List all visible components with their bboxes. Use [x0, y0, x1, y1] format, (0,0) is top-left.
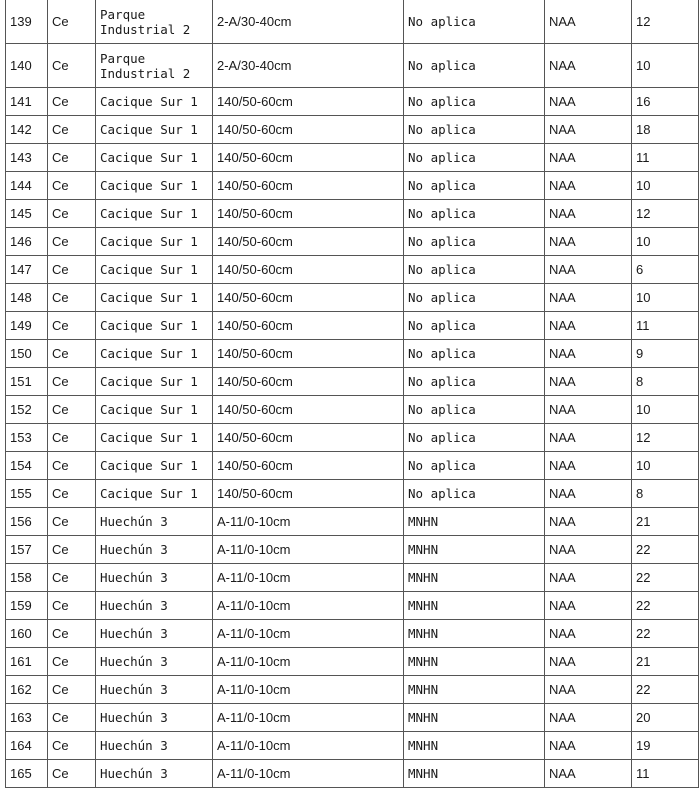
element-code-cell: Ce	[48, 284, 96, 312]
site-name-cell: Huechún 3	[96, 592, 213, 620]
row-number-cell: 164	[6, 732, 48, 760]
reference-cell: MNHN	[404, 760, 545, 788]
value-cell: 10	[632, 396, 699, 424]
value-cell: 22	[632, 676, 699, 704]
value-cell: 18	[632, 116, 699, 144]
value-cell: 22	[632, 564, 699, 592]
table-body	[6, 0, 699, 788]
value-cell: 8	[632, 480, 699, 508]
row-number-cell: 161	[6, 648, 48, 676]
method-cell: NAA	[545, 116, 632, 144]
row-number-cell: 141	[6, 88, 48, 116]
reference-cell: No aplica	[404, 0, 545, 44]
table-row	[6, 88, 699, 116]
method-cell: NAA	[545, 44, 632, 88]
table-row	[6, 396, 699, 424]
element-code-cell: Ce	[48, 312, 96, 340]
row-number-cell: 152	[6, 396, 48, 424]
value-cell: 22	[632, 620, 699, 648]
reference-cell: No aplica	[404, 312, 545, 340]
site-name-cell: Cacique Sur 1	[96, 256, 213, 284]
value-cell: 20	[632, 704, 699, 732]
site-name-cell: Cacique Sur 1	[96, 88, 213, 116]
table-row	[6, 116, 699, 144]
method-cell: NAA	[545, 508, 632, 536]
site-name-cell: Huechún 3	[96, 676, 213, 704]
element-code-cell: Ce	[48, 0, 96, 44]
data-table	[5, 0, 699, 788]
value-cell: 10	[632, 172, 699, 200]
sample-depth-cell: 140/50-60cm	[213, 228, 404, 256]
sample-depth-cell: 140/50-60cm	[213, 396, 404, 424]
table-row	[6, 0, 699, 44]
element-code-cell: Ce	[48, 172, 96, 200]
method-cell: NAA	[545, 200, 632, 228]
row-number-cell: 144	[6, 172, 48, 200]
site-name-cell: Cacique Sur 1	[96, 200, 213, 228]
row-number-cell: 156	[6, 508, 48, 536]
method-cell: NAA	[545, 704, 632, 732]
element-code-cell: Ce	[48, 116, 96, 144]
value-cell: 12	[632, 200, 699, 228]
sample-depth-cell: 140/50-60cm	[213, 368, 404, 396]
row-number-cell: 160	[6, 620, 48, 648]
element-code-cell: Ce	[48, 144, 96, 172]
table-row	[6, 312, 699, 340]
site-name-cell: Huechún 3	[96, 760, 213, 788]
site-name-cell: Huechún 3	[96, 704, 213, 732]
sample-depth-cell: 2-A/30-40cm	[213, 0, 404, 44]
element-code-cell: Ce	[48, 88, 96, 116]
row-number-cell: 165	[6, 760, 48, 788]
row-number-cell: 163	[6, 704, 48, 732]
method-cell: NAA	[545, 0, 632, 44]
site-name-cell: Cacique Sur 1	[96, 228, 213, 256]
reference-cell: No aplica	[404, 368, 545, 396]
sample-depth-cell: A-11/0-10cm	[213, 620, 404, 648]
site-name-cell: Huechún 3	[96, 508, 213, 536]
reference-cell: No aplica	[404, 340, 545, 368]
value-cell: 10	[632, 44, 699, 88]
method-cell: NAA	[545, 340, 632, 368]
method-cell: NAA	[545, 452, 632, 480]
reference-cell: No aplica	[404, 44, 545, 88]
element-code-cell: Ce	[48, 564, 96, 592]
row-number-cell: 153	[6, 424, 48, 452]
value-cell: 22	[632, 536, 699, 564]
element-code-cell: Ce	[48, 480, 96, 508]
element-code-cell: Ce	[48, 368, 96, 396]
site-name-cell: Cacique Sur 1	[96, 172, 213, 200]
table-row	[6, 536, 699, 564]
table-row	[6, 480, 699, 508]
table-row	[6, 200, 699, 228]
value-cell: 12	[632, 0, 699, 44]
table-row	[6, 592, 699, 620]
site-name-cell: Huechún 3	[96, 620, 213, 648]
sample-depth-cell: 140/50-60cm	[213, 340, 404, 368]
value-cell: 10	[632, 228, 699, 256]
element-code-cell: Ce	[48, 592, 96, 620]
element-code-cell: Ce	[48, 396, 96, 424]
reference-cell: No aplica	[404, 480, 545, 508]
reference-cell: No aplica	[404, 452, 545, 480]
table-row	[6, 508, 699, 536]
element-code-cell: Ce	[48, 536, 96, 564]
table-row	[6, 564, 699, 592]
method-cell: NAA	[545, 172, 632, 200]
sample-depth-cell: A-11/0-10cm	[213, 648, 404, 676]
element-code-cell: Ce	[48, 340, 96, 368]
reference-cell: No aplica	[404, 256, 545, 284]
table-row	[6, 732, 699, 760]
value-cell: 10	[632, 452, 699, 480]
element-code-cell: Ce	[48, 760, 96, 788]
value-cell: 22	[632, 592, 699, 620]
method-cell: NAA	[545, 396, 632, 424]
table-row	[6, 44, 699, 88]
method-cell: NAA	[545, 284, 632, 312]
value-cell: 11	[632, 312, 699, 340]
element-code-cell: Ce	[48, 676, 96, 704]
table-row	[6, 228, 699, 256]
sample-depth-cell: 140/50-60cm	[213, 116, 404, 144]
sample-depth-cell: A-11/0-10cm	[213, 564, 404, 592]
element-code-cell: Ce	[48, 620, 96, 648]
site-name-cell: Cacique Sur 1	[96, 424, 213, 452]
element-code-cell: Ce	[48, 648, 96, 676]
sample-depth-cell: 140/50-60cm	[213, 88, 404, 116]
site-name-cell: Huechún 3	[96, 564, 213, 592]
value-cell: 11	[632, 144, 699, 172]
row-number-cell: 154	[6, 452, 48, 480]
table-row	[6, 648, 699, 676]
element-code-cell: Ce	[48, 452, 96, 480]
row-number-cell: 140	[6, 44, 48, 88]
site-name-cell: Parque Industrial 2	[96, 44, 213, 88]
sample-depth-cell: 140/50-60cm	[213, 256, 404, 284]
reference-cell: No aplica	[404, 284, 545, 312]
row-number-cell: 162	[6, 676, 48, 704]
method-cell: NAA	[545, 424, 632, 452]
method-cell: NAA	[545, 732, 632, 760]
method-cell: NAA	[545, 592, 632, 620]
row-number-cell: 158	[6, 564, 48, 592]
reference-cell: MNHN	[404, 592, 545, 620]
sample-depth-cell: 140/50-60cm	[213, 284, 404, 312]
reference-cell: No aplica	[404, 228, 545, 256]
row-number-cell: 151	[6, 368, 48, 396]
site-name-cell: Huechún 3	[96, 536, 213, 564]
table-row	[6, 676, 699, 704]
method-cell: NAA	[545, 88, 632, 116]
method-cell: NAA	[545, 536, 632, 564]
row-number-cell: 149	[6, 312, 48, 340]
table-row	[6, 172, 699, 200]
element-code-cell: Ce	[48, 200, 96, 228]
sample-depth-cell: A-11/0-10cm	[213, 536, 404, 564]
row-number-cell: 147	[6, 256, 48, 284]
reference-cell: No aplica	[404, 116, 545, 144]
sample-depth-cell: 140/50-60cm	[213, 480, 404, 508]
element-code-cell: Ce	[48, 228, 96, 256]
method-cell: NAA	[545, 228, 632, 256]
table-row	[6, 256, 699, 284]
reference-cell: No aplica	[404, 396, 545, 424]
element-code-cell: Ce	[48, 508, 96, 536]
element-code-cell: Ce	[48, 44, 96, 88]
site-name-cell: Cacique Sur 1	[96, 368, 213, 396]
sample-depth-cell: 2-A/30-40cm	[213, 44, 404, 88]
site-name-cell: Cacique Sur 1	[96, 480, 213, 508]
method-cell: NAA	[545, 760, 632, 788]
method-cell: NAA	[545, 312, 632, 340]
table-row	[6, 704, 699, 732]
site-name-cell: Cacique Sur 1	[96, 284, 213, 312]
sample-depth-cell: 140/50-60cm	[213, 312, 404, 340]
reference-cell: No aplica	[404, 200, 545, 228]
reference-cell: No aplica	[404, 144, 545, 172]
site-name-cell: Cacique Sur 1	[96, 312, 213, 340]
row-number-cell: 150	[6, 340, 48, 368]
reference-cell: MNHN	[404, 564, 545, 592]
table-row	[6, 368, 699, 396]
sample-depth-cell: 140/50-60cm	[213, 172, 404, 200]
sample-depth-cell: A-11/0-10cm	[213, 592, 404, 620]
row-number-cell: 143	[6, 144, 48, 172]
table-row	[6, 340, 699, 368]
value-cell: 12	[632, 424, 699, 452]
sample-depth-cell: 140/50-60cm	[213, 144, 404, 172]
value-cell: 11	[632, 760, 699, 788]
reference-cell: No aplica	[404, 172, 545, 200]
method-cell: NAA	[545, 144, 632, 172]
sample-depth-cell: 140/50-60cm	[213, 200, 404, 228]
table-row	[6, 620, 699, 648]
sample-depth-cell: A-11/0-10cm	[213, 676, 404, 704]
sample-depth-cell: 140/50-60cm	[213, 452, 404, 480]
reference-cell: MNHN	[404, 620, 545, 648]
element-code-cell: Ce	[48, 256, 96, 284]
value-cell: 21	[632, 508, 699, 536]
value-cell: 19	[632, 732, 699, 760]
row-number-cell: 146	[6, 228, 48, 256]
method-cell: NAA	[545, 256, 632, 284]
reference-cell: MNHN	[404, 732, 545, 760]
value-cell: 8	[632, 368, 699, 396]
reference-cell: No aplica	[404, 424, 545, 452]
value-cell: 16	[632, 88, 699, 116]
method-cell: NAA	[545, 676, 632, 704]
sample-depth-cell: A-11/0-10cm	[213, 704, 404, 732]
row-number-cell: 159	[6, 592, 48, 620]
method-cell: NAA	[545, 368, 632, 396]
reference-cell: MNHN	[404, 508, 545, 536]
method-cell: NAA	[545, 564, 632, 592]
value-cell: 9	[632, 340, 699, 368]
site-name-cell: Cacique Sur 1	[96, 396, 213, 424]
reference-cell: MNHN	[404, 704, 545, 732]
sample-depth-cell: A-11/0-10cm	[213, 732, 404, 760]
site-name-cell: Cacique Sur 1	[96, 116, 213, 144]
table-row	[6, 424, 699, 452]
reference-cell: MNHN	[404, 648, 545, 676]
site-name-cell: Cacique Sur 1	[96, 452, 213, 480]
element-code-cell: Ce	[48, 732, 96, 760]
reference-cell: MNHN	[404, 676, 545, 704]
element-code-cell: Ce	[48, 424, 96, 452]
reference-cell: MNHN	[404, 536, 545, 564]
method-cell: NAA	[545, 480, 632, 508]
value-cell: 21	[632, 648, 699, 676]
value-cell: 10	[632, 284, 699, 312]
table-row	[6, 144, 699, 172]
site-name-cell: Cacique Sur 1	[96, 340, 213, 368]
table-row	[6, 452, 699, 480]
sample-depth-cell: A-11/0-10cm	[213, 508, 404, 536]
method-cell: NAA	[545, 620, 632, 648]
row-number-cell: 155	[6, 480, 48, 508]
site-name-cell: Huechún 3	[96, 732, 213, 760]
row-number-cell: 148	[6, 284, 48, 312]
site-name-cell: Parque Industrial 2	[96, 0, 213, 44]
row-number-cell: 142	[6, 116, 48, 144]
row-number-cell: 139	[6, 0, 48, 44]
method-cell: NAA	[545, 648, 632, 676]
site-name-cell: Huechún 3	[96, 648, 213, 676]
value-cell: 6	[632, 256, 699, 284]
sample-depth-cell: A-11/0-10cm	[213, 760, 404, 788]
table-row	[6, 760, 699, 788]
reference-cell: No aplica	[404, 88, 545, 116]
site-name-cell: Cacique Sur 1	[96, 144, 213, 172]
row-number-cell: 145	[6, 200, 48, 228]
element-code-cell: Ce	[48, 704, 96, 732]
row-number-cell: 157	[6, 536, 48, 564]
sample-depth-cell: 140/50-60cm	[213, 424, 404, 452]
table-row	[6, 284, 699, 312]
